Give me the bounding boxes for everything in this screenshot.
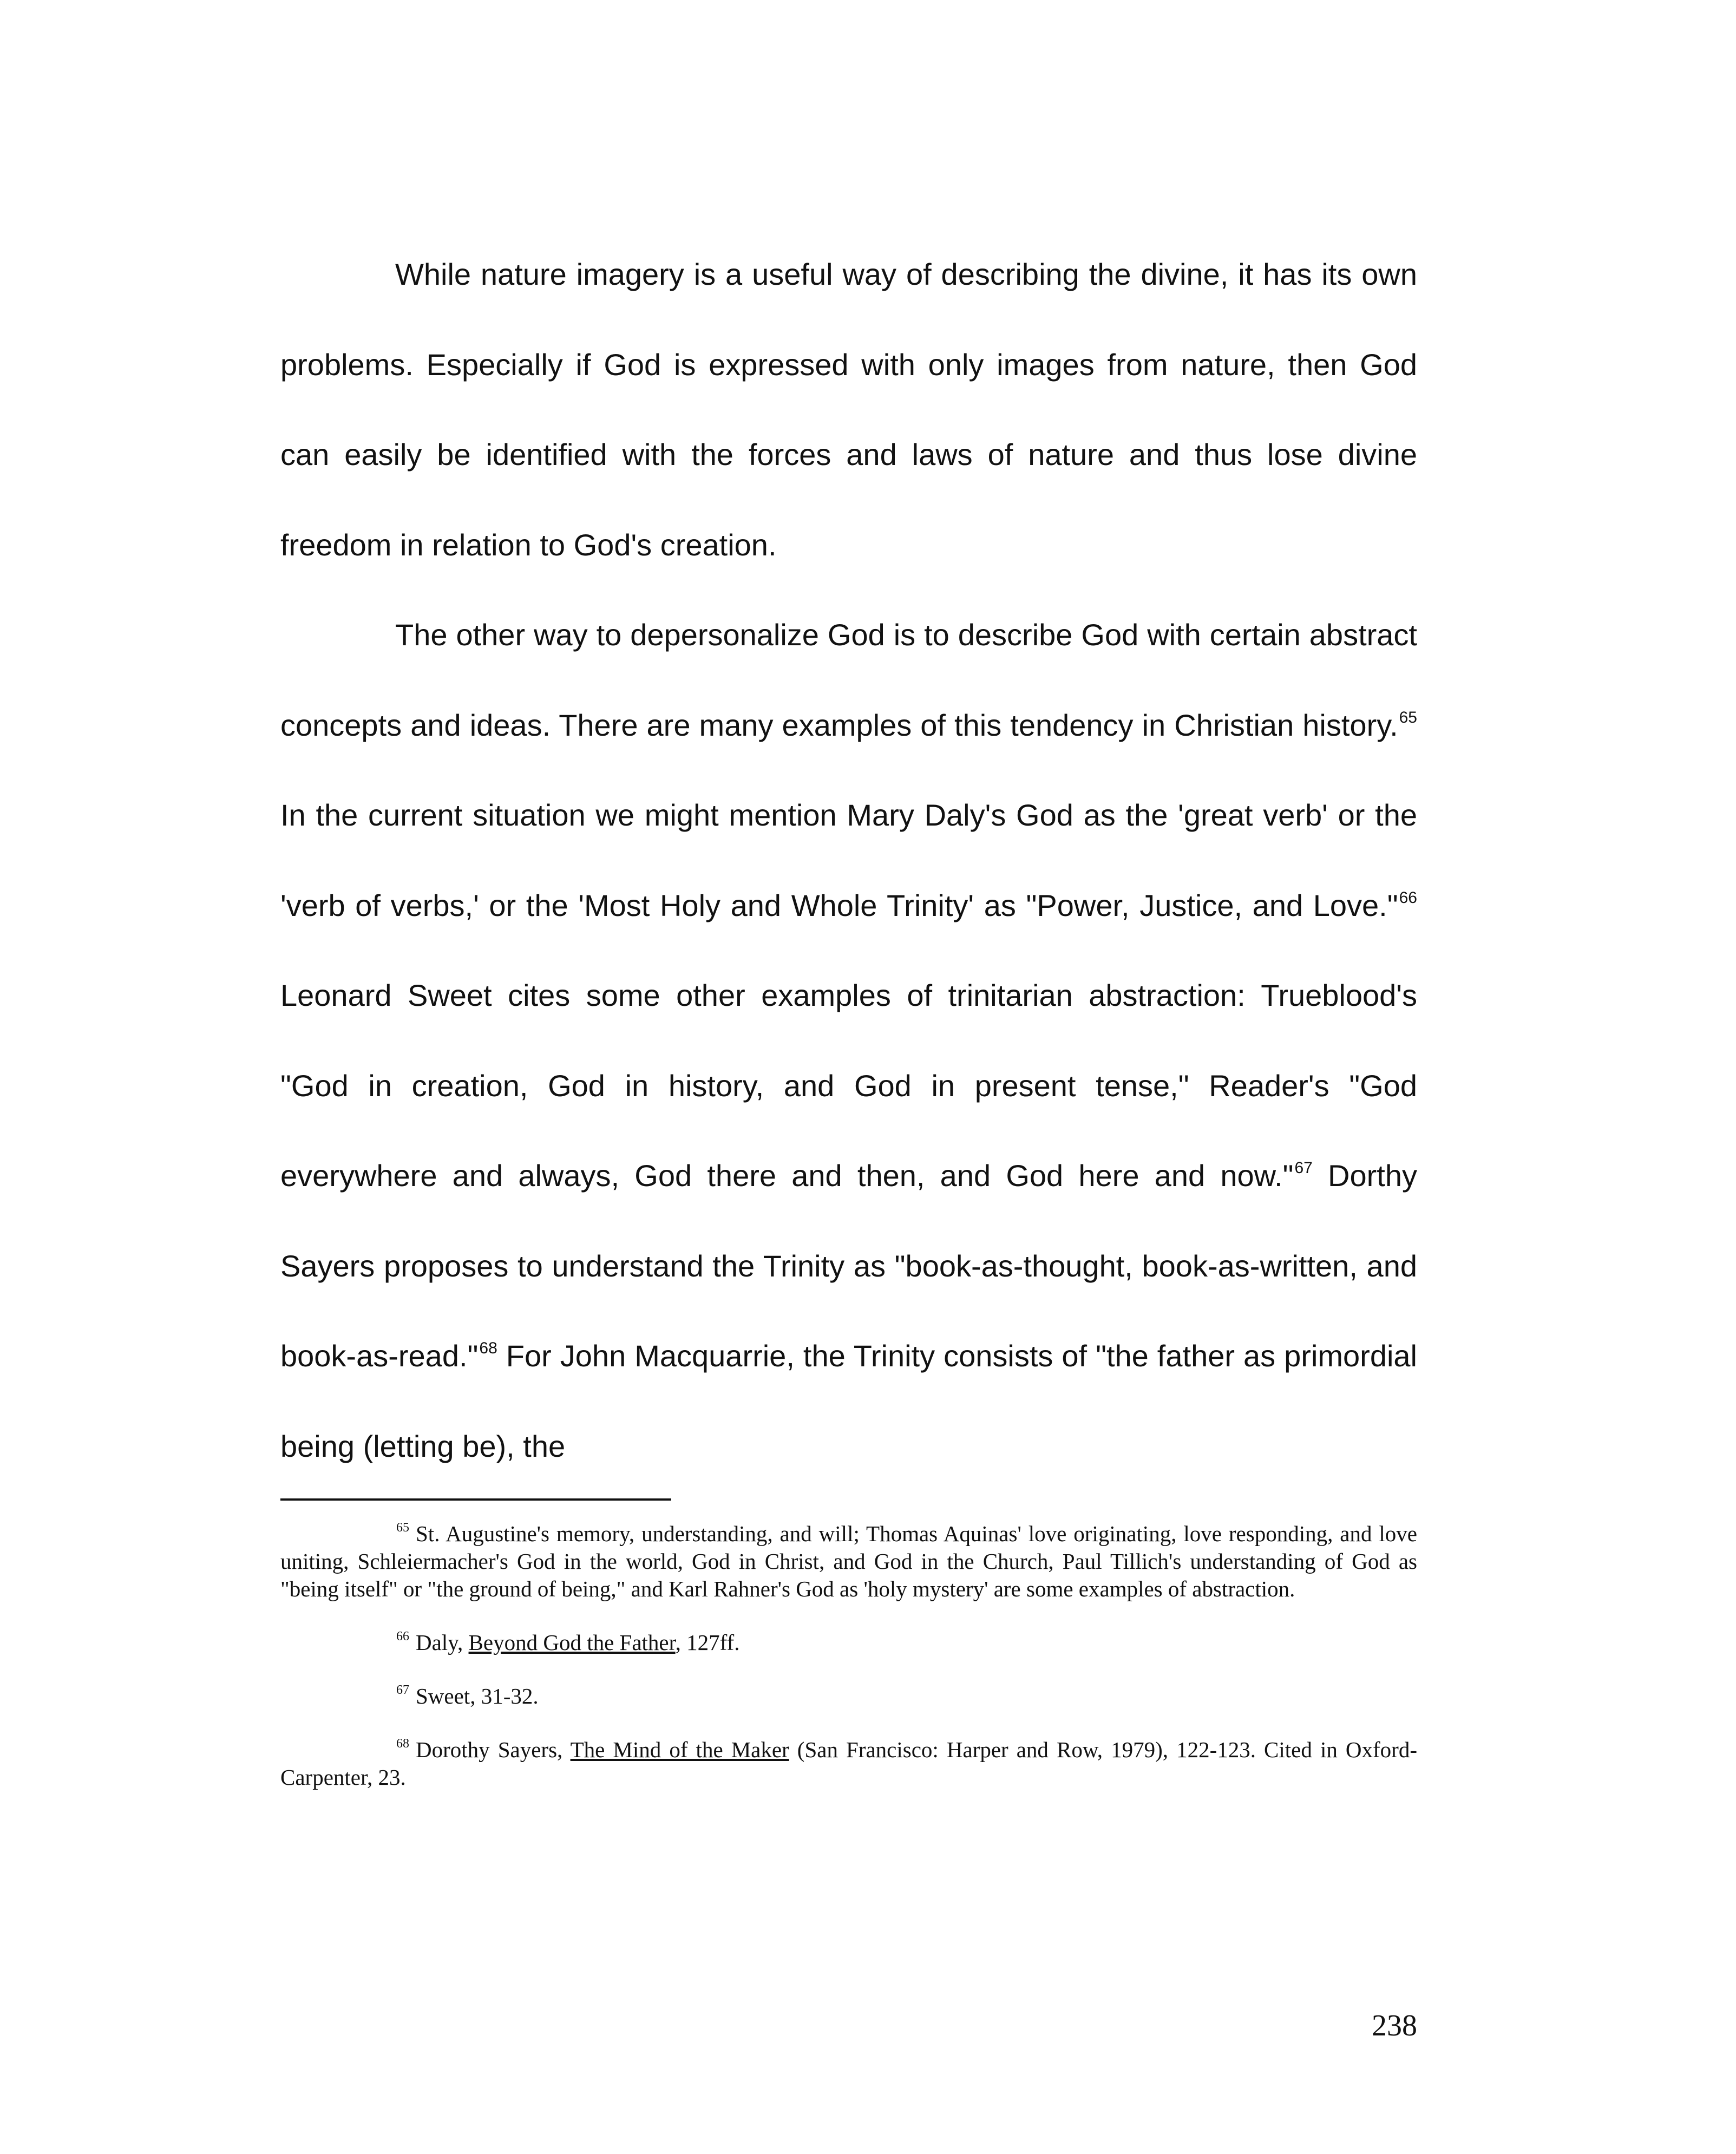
footnote-66 bbox=[280, 1629, 1417, 1657]
footnote-number: 68 bbox=[396, 1737, 409, 1751]
footnote-reference-67: 67 bbox=[1294, 1159, 1313, 1177]
footnote-number: 67 bbox=[396, 1683, 409, 1697]
footnote-separator bbox=[280, 1498, 671, 1501]
paragraph-nature-imagery: While nature imagery is a useful way of describing the divine, it has its own problems. Especially if God is expressed with only images from nature, then God can easily be identified with the forces and laws of nature and thus lose divine freedom in relation to God's creation. bbox=[280, 257, 1417, 562]
paragraph-text: In the current situation we might mention Mary Daly's God as the 'great verb' or the 'verb of verbs,' or the 'Most Holy and Whole Trinity' as "Power, Justice, and Love." bbox=[280, 798, 1417, 922]
body-text bbox=[280, 230, 1417, 1491]
footnote-number: 65 bbox=[396, 1521, 409, 1535]
paragraph-text: Leonard Sweet cites some other examples of trinitarian abstraction: Trueblood's "God in creation, God in history, and God in present tense," Reader's "God everywhere and always, God there and then, and God here and now." bbox=[280, 978, 1417, 1193]
footnote-number: 66 bbox=[396, 1629, 409, 1644]
page-number: 238 bbox=[1372, 2009, 1417, 2042]
paragraph-abstraction bbox=[280, 590, 1417, 1491]
footnote-text: Dorothy Sayers, bbox=[416, 1737, 571, 1762]
footnote-text: , 127ff. bbox=[675, 1630, 740, 1655]
paragraph-text: Dorthy Sayers proposes to understand the Trinity as "book-as-thought, book-as-written, and book-as-read." bbox=[280, 1158, 1417, 1373]
footnote-68 bbox=[280, 1736, 1417, 1791]
footnote-reference-66: 66 bbox=[1399, 888, 1417, 907]
footnote-text: St. Augustine's memory, understanding, and will; Thomas Aquinas' love originating, love responding, and love uniting, Schleiermacher's God in the world, God in Christ, and God in the Church, Paul Tillich's understanding of God as "being itself" or "the ground of being," and Karl Rahner's God as 'holy mystery' are some examples of abstraction. bbox=[280, 1521, 1417, 1601]
footnote-reference-68: 68 bbox=[479, 1339, 497, 1357]
footnote-book-title: Beyond God the Father bbox=[468, 1630, 676, 1655]
footnote-text: Daly, bbox=[416, 1630, 469, 1655]
paragraph-text: The other way to depersonalize God is to describe God with certain abstract concepts and ideas. There are many examples of this tendency in Christian history. bbox=[280, 618, 1417, 742]
footnote-65 bbox=[280, 1520, 1417, 1603]
footnote-text: Sweet, 31-32. bbox=[416, 1684, 539, 1708]
footnote-reference-65: 65 bbox=[1399, 708, 1417, 726]
footnote-67 bbox=[280, 1682, 1417, 1710]
footnotes bbox=[280, 1520, 1417, 1817]
footnote-text: (San Francisco: Harper and Row, 1979), 122-123. Cited in Oxford-Carpenter, 23. bbox=[280, 1737, 1417, 1790]
footnote-book-title: The Mind of the Maker bbox=[570, 1737, 789, 1762]
paragraph-text: For John Macquarrie, the Trinity consists of "the father as primordial being (letting be), the bbox=[280, 1339, 1417, 1463]
